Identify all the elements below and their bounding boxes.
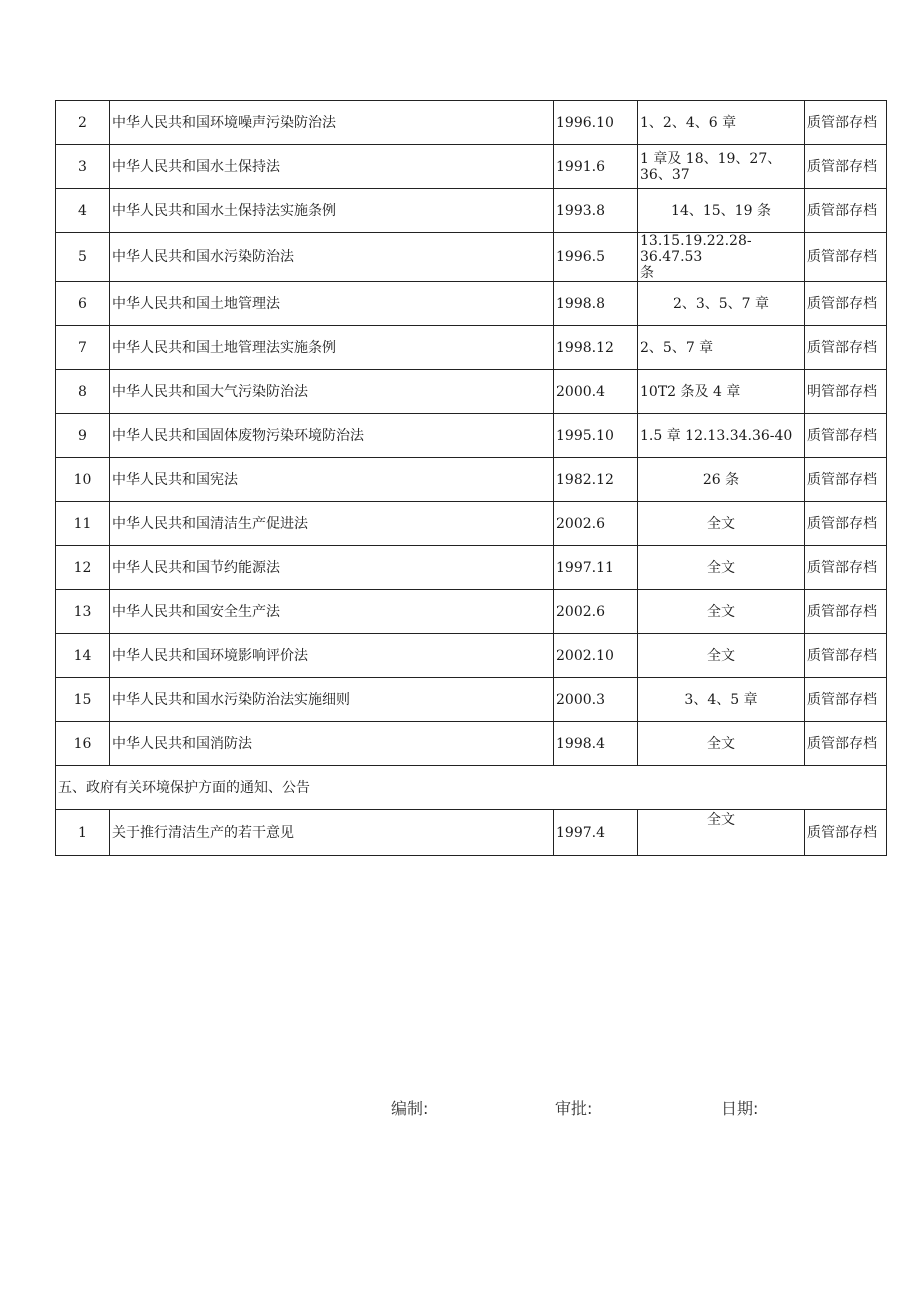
effective-date: 1998.12 bbox=[554, 326, 638, 370]
section-title: 五、政府有关环境保护方面的通知、公告 bbox=[56, 766, 887, 810]
table-row bbox=[56, 458, 887, 502]
row-number: 6 bbox=[56, 282, 110, 326]
effective-date: 1996.10 bbox=[554, 101, 638, 145]
storage-location: 质管部存档 bbox=[805, 189, 887, 233]
table-row bbox=[56, 546, 887, 590]
storage-location: 质管部存档 bbox=[805, 722, 887, 766]
storage-location: 质管部存档 bbox=[805, 546, 887, 590]
table-row bbox=[56, 189, 887, 233]
approved-by-label: 审批: bbox=[555, 1099, 593, 1118]
effective-date: 2000.3 bbox=[554, 678, 638, 722]
regulation-name: 中华人民共和国水污染防治法 bbox=[110, 233, 554, 282]
compiled-by-label: 编制: bbox=[391, 1099, 429, 1118]
effective-date: 1997.11 bbox=[554, 546, 638, 590]
applicable-articles: 全文 bbox=[638, 546, 805, 590]
table-row bbox=[56, 722, 887, 766]
regulation-name: 中华人民共和国水污染防治法实施细则 bbox=[110, 678, 554, 722]
effective-date: 2002.6 bbox=[554, 590, 638, 634]
date-label: 日期: bbox=[721, 1099, 759, 1118]
row-number: 2 bbox=[56, 101, 110, 145]
row-number: 15 bbox=[56, 678, 110, 722]
regulation-name: 中华人民共和国清洁生产促进法 bbox=[110, 502, 554, 546]
storage-location: 质管部存档 bbox=[805, 678, 887, 722]
applicable-articles: 全文 bbox=[638, 502, 805, 546]
storage-location: 质管部存档 bbox=[805, 414, 887, 458]
applicable-articles: 2、3、5、7 章 bbox=[638, 282, 805, 326]
table-row bbox=[56, 326, 887, 370]
regulation-name: 中华人民共和国水土保持法 bbox=[110, 145, 554, 189]
regulation-name: 中华人民共和国环境影响评价法 bbox=[110, 634, 554, 678]
storage-location: 质管部存档 bbox=[805, 101, 887, 145]
regulation-name: 中华人民共和国大气污染防治法 bbox=[110, 370, 554, 414]
row-number: 5 bbox=[56, 233, 110, 282]
effective-date: 2002.10 bbox=[554, 634, 638, 678]
applicable-articles: 1 章及 18、19、27、 36、37 bbox=[638, 145, 805, 189]
storage-location: 质管部存档 bbox=[805, 326, 887, 370]
regulation-name: 中华人民共和国环境噪声污染防治法 bbox=[110, 101, 554, 145]
table-row bbox=[56, 502, 887, 546]
row-number: 8 bbox=[56, 370, 110, 414]
applicable-articles: 3、4、5 章 bbox=[638, 678, 805, 722]
row-number: 4 bbox=[56, 189, 110, 233]
row-number: 16 bbox=[56, 722, 110, 766]
effective-date: 1995.10 bbox=[554, 414, 638, 458]
row-number: 11 bbox=[56, 502, 110, 546]
applicable-articles: 2、5、7 章 bbox=[638, 326, 805, 370]
storage-location: 质管部存档 bbox=[805, 634, 887, 678]
storage-location: 质管部存档 bbox=[805, 590, 887, 634]
regulation-name: 中华人民共和国宪法 bbox=[110, 458, 554, 502]
effective-date: 1982.12 bbox=[554, 458, 638, 502]
storage-location: 质管部存档 bbox=[805, 502, 887, 546]
regulation-name: 中华人民共和国固体废物污染环境防治法 bbox=[110, 414, 554, 458]
effective-date: 2000.4 bbox=[554, 370, 638, 414]
applicable-articles: 13.15.19.22.28-36.47.53 条 bbox=[638, 233, 805, 282]
regulation-name: 中华人民共和国消防法 bbox=[110, 722, 554, 766]
row-number: 7 bbox=[56, 326, 110, 370]
storage-location: 质管部存档 bbox=[805, 145, 887, 189]
table-row bbox=[56, 101, 887, 145]
effective-date: 2002.6 bbox=[554, 502, 638, 546]
storage-location: 质管部存档 bbox=[805, 458, 887, 502]
regulation-name: 中华人民共和国土地管理法实施条例 bbox=[110, 326, 554, 370]
effective-date: 1996.5 bbox=[554, 233, 638, 282]
signature-line bbox=[0, 1096, 920, 1120]
storage-location: 质管部存档 bbox=[805, 233, 887, 282]
row-number: 1 bbox=[56, 810, 110, 856]
row-number: 9 bbox=[56, 414, 110, 458]
applicable-articles: 10T2 条及 4 章 bbox=[638, 370, 805, 414]
regulation-name: 关于推行清洁生产的若干意见 bbox=[110, 810, 554, 856]
applicable-articles: 全文 bbox=[638, 810, 805, 856]
applicable-articles: 1.5 章 12.13.34.36-40 bbox=[638, 414, 805, 458]
applicable-articles: 全文 bbox=[638, 590, 805, 634]
regulation-name: 中华人民共和国安全生产法 bbox=[110, 590, 554, 634]
storage-location: 质管部存档 bbox=[805, 810, 887, 856]
row-number: 14 bbox=[56, 634, 110, 678]
table-row bbox=[56, 810, 887, 856]
storage-location: 质管部存档 bbox=[805, 282, 887, 326]
table-row bbox=[56, 678, 887, 722]
table-row bbox=[56, 233, 887, 282]
regulation-name: 中华人民共和国土地管理法 bbox=[110, 282, 554, 326]
table-row bbox=[56, 590, 887, 634]
applicable-articles: 1、2、4、6 章 bbox=[638, 101, 805, 145]
row-number: 10 bbox=[56, 458, 110, 502]
section-header-row bbox=[56, 766, 887, 810]
storage-location: 明管部存档 bbox=[805, 370, 887, 414]
table-row bbox=[56, 282, 887, 326]
table-row bbox=[56, 145, 887, 189]
regulation-name: 中华人民共和国水土保持法实施条例 bbox=[110, 189, 554, 233]
applicable-articles: 全文 bbox=[638, 634, 805, 678]
table-row bbox=[56, 370, 887, 414]
table-row bbox=[56, 634, 887, 678]
applicable-articles: 全文 bbox=[638, 722, 805, 766]
effective-date: 1993.8 bbox=[554, 189, 638, 233]
table-row bbox=[56, 414, 887, 458]
row-number: 12 bbox=[56, 546, 110, 590]
regulations-table bbox=[55, 100, 887, 856]
effective-date: 1997.4 bbox=[554, 810, 638, 856]
effective-date: 1998.8 bbox=[554, 282, 638, 326]
row-number: 3 bbox=[56, 145, 110, 189]
row-number: 13 bbox=[56, 590, 110, 634]
applicable-articles: 14、15、19 条 bbox=[638, 189, 805, 233]
regulation-name: 中华人民共和国节约能源法 bbox=[110, 546, 554, 590]
applicable-articles: 26 条 bbox=[638, 458, 805, 502]
effective-date: 1998.4 bbox=[554, 722, 638, 766]
effective-date: 1991.6 bbox=[554, 145, 638, 189]
